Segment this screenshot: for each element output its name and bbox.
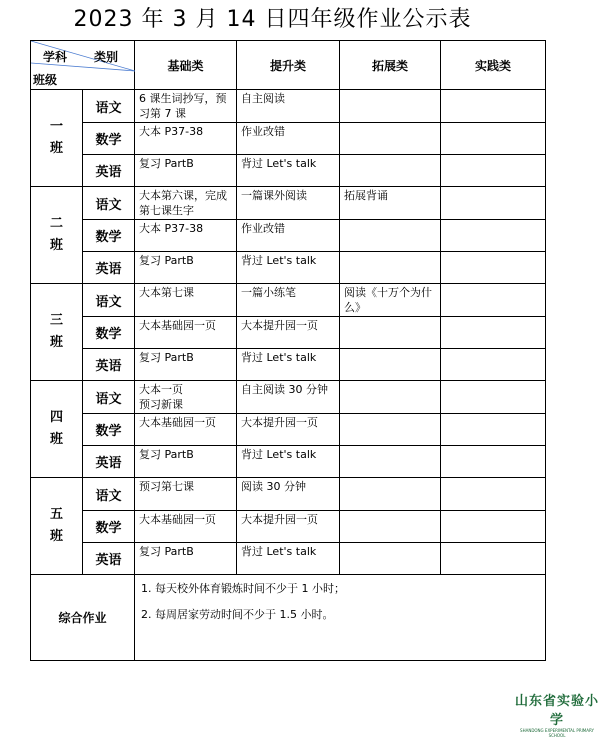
- subject-name: 英语: [83, 349, 135, 381]
- subject-name: 数学: [83, 414, 135, 446]
- table-row: [31, 511, 546, 543]
- subject-name: 数学: [83, 511, 135, 543]
- homework-cell: 大本一页 预习新课: [135, 381, 237, 414]
- homework-cell: [441, 543, 546, 575]
- subject-label: 学科: [43, 50, 68, 64]
- header-corner: [31, 41, 135, 90]
- class-name: 三 班: [31, 284, 83, 381]
- subject-name: 数学: [83, 317, 135, 349]
- homework-cell: 大本 P37-38: [135, 220, 237, 252]
- table-row: [31, 381, 546, 414]
- class-name: 五 班: [31, 478, 83, 575]
- homework-cell: [441, 349, 546, 381]
- table-row: [31, 90, 546, 123]
- homework-cell: [441, 317, 546, 349]
- homework-cell: 一篇小练笔: [237, 284, 340, 317]
- homework-cell: 复习 PartB: [135, 446, 237, 478]
- homework-cell: [340, 446, 441, 478]
- homework-cell: 背过 Let's talk: [237, 252, 340, 284]
- table-row: [31, 252, 546, 284]
- class-label: 班级: [33, 73, 58, 87]
- homework-cell: 阅读 30 分钟: [237, 478, 340, 511]
- homework-cell: 背过 Let's talk: [237, 349, 340, 381]
- column-header-extended: 拓展类: [340, 41, 441, 90]
- summary-label: 综合作业: [31, 575, 135, 661]
- homework-cell: 自主阅读: [237, 90, 340, 123]
- subject-name: 数学: [83, 220, 135, 252]
- subject-name: 英语: [83, 252, 135, 284]
- homework-cell: [441, 220, 546, 252]
- homework-cell: [441, 284, 546, 317]
- table-row: [31, 220, 546, 252]
- subject-name: 英语: [83, 155, 135, 187]
- column-header-advanced: 提升类: [237, 41, 340, 90]
- homework-cell: 背过 Let's talk: [237, 155, 340, 187]
- homework-cell: 作业改错: [237, 123, 340, 155]
- homework-cell: 复习 PartB: [135, 543, 237, 575]
- class-name: 四 班: [31, 381, 83, 478]
- homework-cell: 复习 PartB: [135, 252, 237, 284]
- column-header-practice: 实践类: [441, 41, 546, 90]
- homework-cell: 作业改错: [237, 220, 340, 252]
- homework-cell: [340, 414, 441, 446]
- homework-cell: [441, 155, 546, 187]
- table-row: [31, 478, 546, 511]
- summary-content: [135, 575, 546, 661]
- school-logo-text: 山东省实验小学: [514, 694, 599, 728]
- homework-cell: 自主阅读 30 分钟: [237, 381, 340, 414]
- homework-cell: 大本第六课，完成第七课生字: [135, 187, 237, 220]
- homework-cell: [340, 252, 441, 284]
- subject-name: 语文: [83, 90, 135, 123]
- homework-cell: 6 课生词抄写，预习第 7 课: [135, 90, 237, 123]
- homework-cell: [340, 543, 441, 575]
- subject-name: 数学: [83, 123, 135, 155]
- homework-cell: [340, 155, 441, 187]
- homework-cell: [441, 446, 546, 478]
- homework-cell: [441, 381, 546, 414]
- table-row: [31, 414, 546, 446]
- summary-item: 1. 每天校外体育锻炼时间不少于 1 小时；: [141, 582, 345, 595]
- table-row: [31, 349, 546, 381]
- subject-name: 英语: [83, 543, 135, 575]
- homework-cell: [441, 414, 546, 446]
- class-name: 二 班: [31, 187, 83, 284]
- homework-cell: [441, 478, 546, 511]
- homework-cell: [340, 220, 441, 252]
- homework-cell: 大本提升园一页: [237, 317, 340, 349]
- homework-cell: 大本 P37-38: [135, 123, 237, 155]
- table-row: [31, 317, 546, 349]
- homework-cell: 大本提升园一页: [237, 414, 340, 446]
- homework-cell: [441, 123, 546, 155]
- column-header-basic: 基础类: [135, 41, 237, 90]
- homework-cell: [441, 511, 546, 543]
- homework-cell: 背过 Let's talk: [237, 446, 340, 478]
- school-logo-subtext: SHANDONG EXPERIMENTAL PRIMARY SCHOOL: [520, 728, 594, 738]
- homework-cell: 大本提升园一页: [237, 511, 340, 543]
- homework-cell: [340, 381, 441, 414]
- table-row: [31, 284, 546, 317]
- homework-cell: [340, 478, 441, 511]
- homework-cell: 背过 Let's talk: [237, 543, 340, 575]
- table-row: [31, 187, 546, 220]
- category-label: 类别: [94, 50, 119, 64]
- table-row: [31, 446, 546, 478]
- table-row: [31, 155, 546, 187]
- summary-item: 2. 每周居家劳动时间不少于 1.5 小时。: [141, 608, 334, 621]
- homework-cell: 大本基础园一页: [135, 511, 237, 543]
- homework-cell: [441, 252, 546, 284]
- homework-cell: 复习 PartB: [135, 155, 237, 187]
- homework-table: [30, 40, 546, 661]
- homework-cell: [340, 90, 441, 123]
- homework-cell: 阅读《十万个为什么》: [340, 284, 441, 317]
- homework-cell: 拓展背诵: [340, 187, 441, 220]
- homework-cell: 一篇课外阅读: [237, 187, 340, 220]
- homework-cell: [441, 187, 546, 220]
- homework-cell: 复习 PartB: [135, 349, 237, 381]
- homework-cell: [441, 90, 546, 123]
- subject-name: 语文: [83, 187, 135, 220]
- class-name: 一 班: [31, 90, 83, 187]
- subject-name: 语文: [83, 381, 135, 414]
- subject-name: 英语: [83, 446, 135, 478]
- homework-cell: [340, 317, 441, 349]
- page-title: 2023 年 3 月 14 日四年级作业公示表: [73, 7, 472, 32]
- homework-cell: [340, 349, 441, 381]
- subject-name: 语文: [83, 478, 135, 511]
- table-row: [31, 543, 546, 575]
- subject-name: 语文: [83, 284, 135, 317]
- homework-cell: 大本基础园一页: [135, 317, 237, 349]
- homework-cell: 大本基础园一页: [135, 414, 237, 446]
- homework-cell: 预习第七课: [135, 478, 237, 511]
- homework-cell: [340, 123, 441, 155]
- homework-cell: 大本第七课: [135, 284, 237, 317]
- school-logo: [512, 690, 602, 738]
- homework-cell: [340, 511, 441, 543]
- table-row: [31, 123, 546, 155]
